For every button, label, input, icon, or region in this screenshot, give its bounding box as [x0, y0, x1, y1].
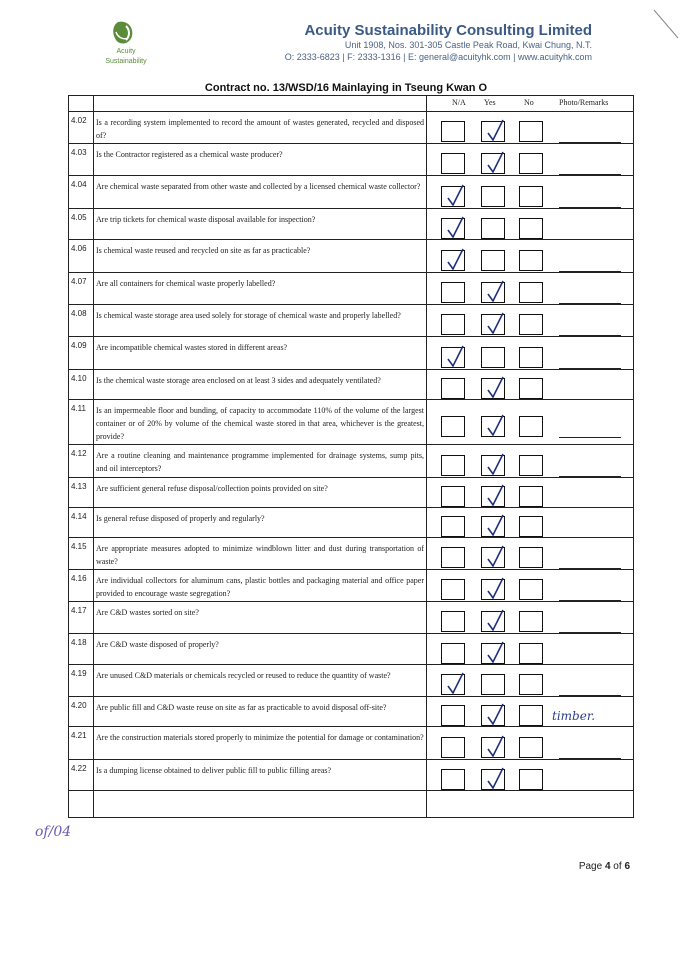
checkbox-no[interactable]: [519, 250, 543, 271]
checkbox-yes[interactable]: [481, 579, 505, 600]
item-question: Is the chemical waste storage area enclosed on at least 3 sides and adequately ventilated?: [96, 376, 381, 385]
remarks-line: [559, 437, 621, 438]
item-number: 4.10: [71, 374, 87, 383]
item-question: Is chemical waste storage area used solely for storage of chemical waste and properly labelled?: [96, 311, 401, 320]
item-question: Is general refuse disposed of properly and regularly?: [96, 514, 265, 523]
checkbox-no[interactable]: [519, 153, 543, 174]
remarks-line: [559, 632, 621, 633]
checkbox-yes[interactable]: [481, 737, 505, 758]
remarks-line: [559, 695, 621, 696]
column-header-remarks: Photo/Remarks: [559, 98, 609, 107]
page-number: [579, 861, 630, 872]
checkbox-na[interactable]: [441, 455, 465, 476]
item-number: 4.22: [71, 764, 87, 773]
item-number: 4.08: [71, 309, 87, 318]
checkbox-no[interactable]: [519, 674, 543, 695]
checklist-row: [69, 400, 633, 445]
checkbox-yes[interactable]: [481, 314, 505, 335]
remarks-line: [559, 790, 621, 791]
checklist-row: [69, 144, 633, 176]
page-current: 4: [604, 861, 611, 872]
checkbox-na[interactable]: [441, 547, 465, 568]
checkbox-no[interactable]: [519, 218, 543, 239]
checkbox-na[interactable]: [441, 250, 465, 271]
item-question: Is an impermeable floor and bunding, of capacity to accommodate 110% of the volume of the largest container or of 20% by volume of the chemical waste stored in that area, whichever is the greatest, provide?: [96, 406, 424, 441]
remark-text: timber.: [552, 709, 596, 723]
checkbox-yes[interactable]: [481, 769, 505, 790]
item-number: 4.14: [71, 512, 87, 521]
item-number: 4.09: [71, 341, 87, 350]
page-total: 6: [624, 861, 630, 872]
item-number: 4.07: [71, 277, 87, 286]
checkmark-icon: [445, 344, 465, 370]
column-header-na: N/A: [452, 98, 466, 107]
checkbox-no[interactable]: [519, 486, 543, 507]
remarks-line: [559, 303, 621, 304]
item-number: 4.19: [71, 669, 87, 678]
checklist-row: [69, 508, 633, 538]
table-header-row: [69, 96, 633, 112]
checkbox-no[interactable]: [519, 378, 543, 399]
checkbox-yes[interactable]: [481, 121, 505, 142]
page-prefix: Page: [578, 861, 605, 872]
item-question: Are trip tickets for chemical waste disposal available for inspection?: [96, 215, 316, 224]
item-question: Are unused C&D materials or chemicals recycled or reused to reduce the quantity of waste?: [96, 671, 391, 680]
item-number: 4.05: [71, 213, 87, 222]
checkbox-na[interactable]: [441, 218, 465, 239]
checkbox-no[interactable]: [519, 516, 543, 537]
checklist-table: [68, 95, 634, 818]
checklist-row: [69, 176, 633, 209]
item-number: 4.18: [71, 638, 87, 647]
item-number: 4.21: [71, 731, 87, 740]
checkbox-no[interactable]: [519, 282, 543, 303]
item-question: Is the Contractor registered as a chemical waste producer?: [96, 150, 283, 159]
checkbox-na[interactable]: [441, 153, 465, 174]
checkbox-yes[interactable]: [481, 674, 505, 695]
checklist-row: [69, 697, 633, 727]
item-number: 4.11: [71, 404, 86, 413]
item-question: Are a routine cleaning and maintenance programme implemented for drainage systems, sump pits, and oil interceptors?: [96, 451, 424, 473]
item-number: 4.16: [71, 574, 87, 583]
checkbox-yes[interactable]: [481, 218, 505, 239]
checkbox-na[interactable]: [441, 347, 465, 368]
checkmark-icon: [445, 671, 465, 697]
checkmark-icon: [485, 413, 505, 439]
checkbox-yes[interactable]: [481, 643, 505, 664]
checkbox-yes[interactable]: [481, 416, 505, 437]
checkbox-na[interactable]: [441, 737, 465, 758]
checkbox-yes[interactable]: [481, 455, 505, 476]
checklist-row: [69, 478, 633, 508]
checklist-row: [69, 760, 633, 791]
remarks-line: [559, 758, 621, 759]
checkbox-yes[interactable]: [481, 186, 505, 207]
checkbox-na[interactable]: [441, 769, 465, 790]
checklist-row: [69, 445, 633, 478]
column-header-no: No: [524, 98, 534, 107]
checkmark-icon: [485, 279, 505, 305]
remarks-line: [559, 368, 621, 369]
checklist-row: [69, 538, 633, 570]
checkmark-icon: [445, 215, 465, 241]
checkbox-na[interactable]: [441, 121, 465, 142]
checkbox-na[interactable]: [441, 486, 465, 507]
remarks-line: [559, 600, 621, 601]
checkbox-na[interactable]: [441, 282, 465, 303]
checklist-row: [69, 305, 633, 337]
checkmark-icon: [485, 483, 505, 509]
checkbox-no[interactable]: [519, 455, 543, 476]
checkmark-icon: [485, 513, 505, 539]
checkbox-yes[interactable]: [481, 347, 505, 368]
item-number: 4.20: [71, 701, 87, 710]
logo-caption: [86, 47, 166, 67]
checkmark-icon: [485, 150, 505, 176]
checklist-row: [69, 112, 633, 144]
checkbox-na[interactable]: [441, 579, 465, 600]
remarks-line: [559, 207, 621, 208]
checkbox-yes[interactable]: [481, 282, 505, 303]
item-question: Are public fill and C&D waste reuse on site as far as practicable to avoid disposal off-site?: [96, 703, 387, 712]
checkbox-no[interactable]: [519, 186, 543, 207]
remarks-line: [559, 142, 621, 143]
item-question: Are incompatible chemical wastes stored in different areas?: [96, 343, 288, 352]
checkbox-no[interactable]: [519, 737, 543, 758]
checkmark-icon: [485, 734, 505, 760]
checkbox-no[interactable]: [519, 121, 543, 142]
checkbox-yes[interactable]: [481, 705, 505, 726]
remarks-line: [559, 174, 621, 175]
checklist-row: [69, 370, 633, 400]
company-header: [285, 22, 592, 63]
checkmark-icon: [485, 311, 505, 337]
checkbox-yes[interactable]: [481, 250, 505, 271]
company-address: Unit 1908, Nos. 301-305 Castle Peak Road, Kwai Chung, N.T.: [344, 40, 592, 50]
item-number: 4.02: [71, 116, 87, 125]
checkbox-yes[interactable]: [481, 547, 505, 568]
checkmark-icon: [485, 452, 505, 478]
checklist-row: [69, 209, 633, 240]
checklist-row: [69, 634, 633, 665]
item-number: 4.13: [71, 482, 87, 491]
handwritten-initials: of/04: [35, 824, 72, 840]
item-number: 4.06: [71, 244, 87, 253]
checkbox-no[interactable]: [519, 643, 543, 664]
remarks-line: [559, 568, 621, 569]
item-number: 4.15: [71, 542, 87, 551]
checkmark-icon: [485, 702, 505, 728]
logo-line-1: Acuity: [116, 48, 136, 55]
contract-title: Contract no. 13/WSD/16 Mainlaying in Tseung Kwan O: [204, 82, 488, 94]
item-question: Is a recording system implemented to record the amount of wastes generated, recycled and disposed of?: [96, 118, 424, 140]
checklist-row: [69, 337, 633, 370]
checkbox-na[interactable]: [441, 186, 465, 207]
item-question: Are chemical waste separated from other waste and collected by a licensed chemical waste collector?: [96, 182, 421, 191]
item-question: Are individual collectors for aluminum cans, plastic bottles and packaging material and office paper provided to encourage waste segregation?: [96, 576, 424, 598]
page-middle: of: [610, 861, 625, 872]
checkbox-na[interactable]: [441, 314, 465, 335]
checklist-row: [69, 273, 633, 305]
checkmark-icon: [485, 118, 505, 144]
checkmark-icon: [445, 183, 465, 209]
checkmark-icon: [485, 544, 505, 570]
company-contact: O: 2333-6823 | F: 2333-1316 | E: general@acuityhk.com | www.acuityhk.com: [284, 52, 592, 62]
checkmark-icon: [485, 640, 505, 666]
checkbox-no[interactable]: [519, 547, 543, 568]
checkbox-no[interactable]: [519, 314, 543, 335]
corner-pen-mark-icon: [652, 8, 682, 40]
checkbox-yes[interactable]: [481, 611, 505, 632]
item-question: Are all containers for chemical waste properly labelled?: [96, 279, 276, 288]
item-number: 4.12: [71, 449, 87, 458]
item-question: Is a dumping license obtained to deliver public fill to public filling areas?: [96, 766, 332, 775]
item-number: 4.03: [71, 148, 87, 157]
item-number: 4.04: [71, 180, 87, 189]
checklist-row: [69, 665, 633, 697]
checkbox-yes[interactable]: [481, 486, 505, 507]
checkbox-yes[interactable]: [481, 516, 505, 537]
checkbox-na[interactable]: [441, 416, 465, 437]
item-question: Is chemical waste reused and recycled on site as far as practicable?: [96, 246, 311, 255]
remarks-line: [559, 476, 621, 477]
logo-line-2: Sustainability: [105, 58, 147, 65]
checkmark-icon: [485, 375, 505, 401]
checkbox-na[interactable]: [441, 611, 465, 632]
checkbox-no[interactable]: [519, 347, 543, 368]
item-question: Are the construction materials stored properly to minimize the potential for damage or contamination?: [96, 733, 424, 742]
item-question: Are C&D waste disposed of properly?: [96, 640, 219, 649]
remarks-line: [559, 335, 621, 336]
checkbox-no[interactable]: [519, 769, 543, 790]
item-question: Are C&D wastes sorted on site?: [96, 608, 199, 617]
checkbox-no[interactable]: [519, 579, 543, 600]
checkmark-icon: [485, 576, 505, 602]
item-question: Are sufficient general refuse disposal/collection points provided on site?: [96, 484, 328, 493]
checkbox-na[interactable]: [441, 674, 465, 695]
checkbox-na[interactable]: [441, 705, 465, 726]
item-question: Are appropriate measures adopted to minimize windblown litter and dust during transportation of waste?: [96, 544, 424, 566]
checkbox-na[interactable]: [441, 378, 465, 399]
checkbox-yes[interactable]: [481, 153, 505, 174]
checklist-row: [69, 727, 633, 760]
checkmark-icon: [485, 766, 505, 792]
checklist-row: [69, 602, 633, 634]
checkbox-yes[interactable]: [481, 378, 505, 399]
checkbox-no[interactable]: [519, 611, 543, 632]
checklist-row: [69, 240, 633, 273]
checkmark-icon: [445, 247, 465, 273]
checkmark-icon: [485, 608, 505, 634]
checkbox-no[interactable]: [519, 705, 543, 726]
checklist-row: [69, 570, 633, 602]
item-number: 4.17: [71, 606, 87, 615]
checkbox-no[interactable]: [519, 416, 543, 437]
checkbox-na[interactable]: [441, 643, 465, 664]
company-name: Acuity Sustainability Consulting Limited: [304, 22, 592, 39]
remarks-line: [559, 271, 621, 272]
checkbox-na[interactable]: [441, 516, 465, 537]
column-header-yes: Yes: [484, 98, 496, 107]
